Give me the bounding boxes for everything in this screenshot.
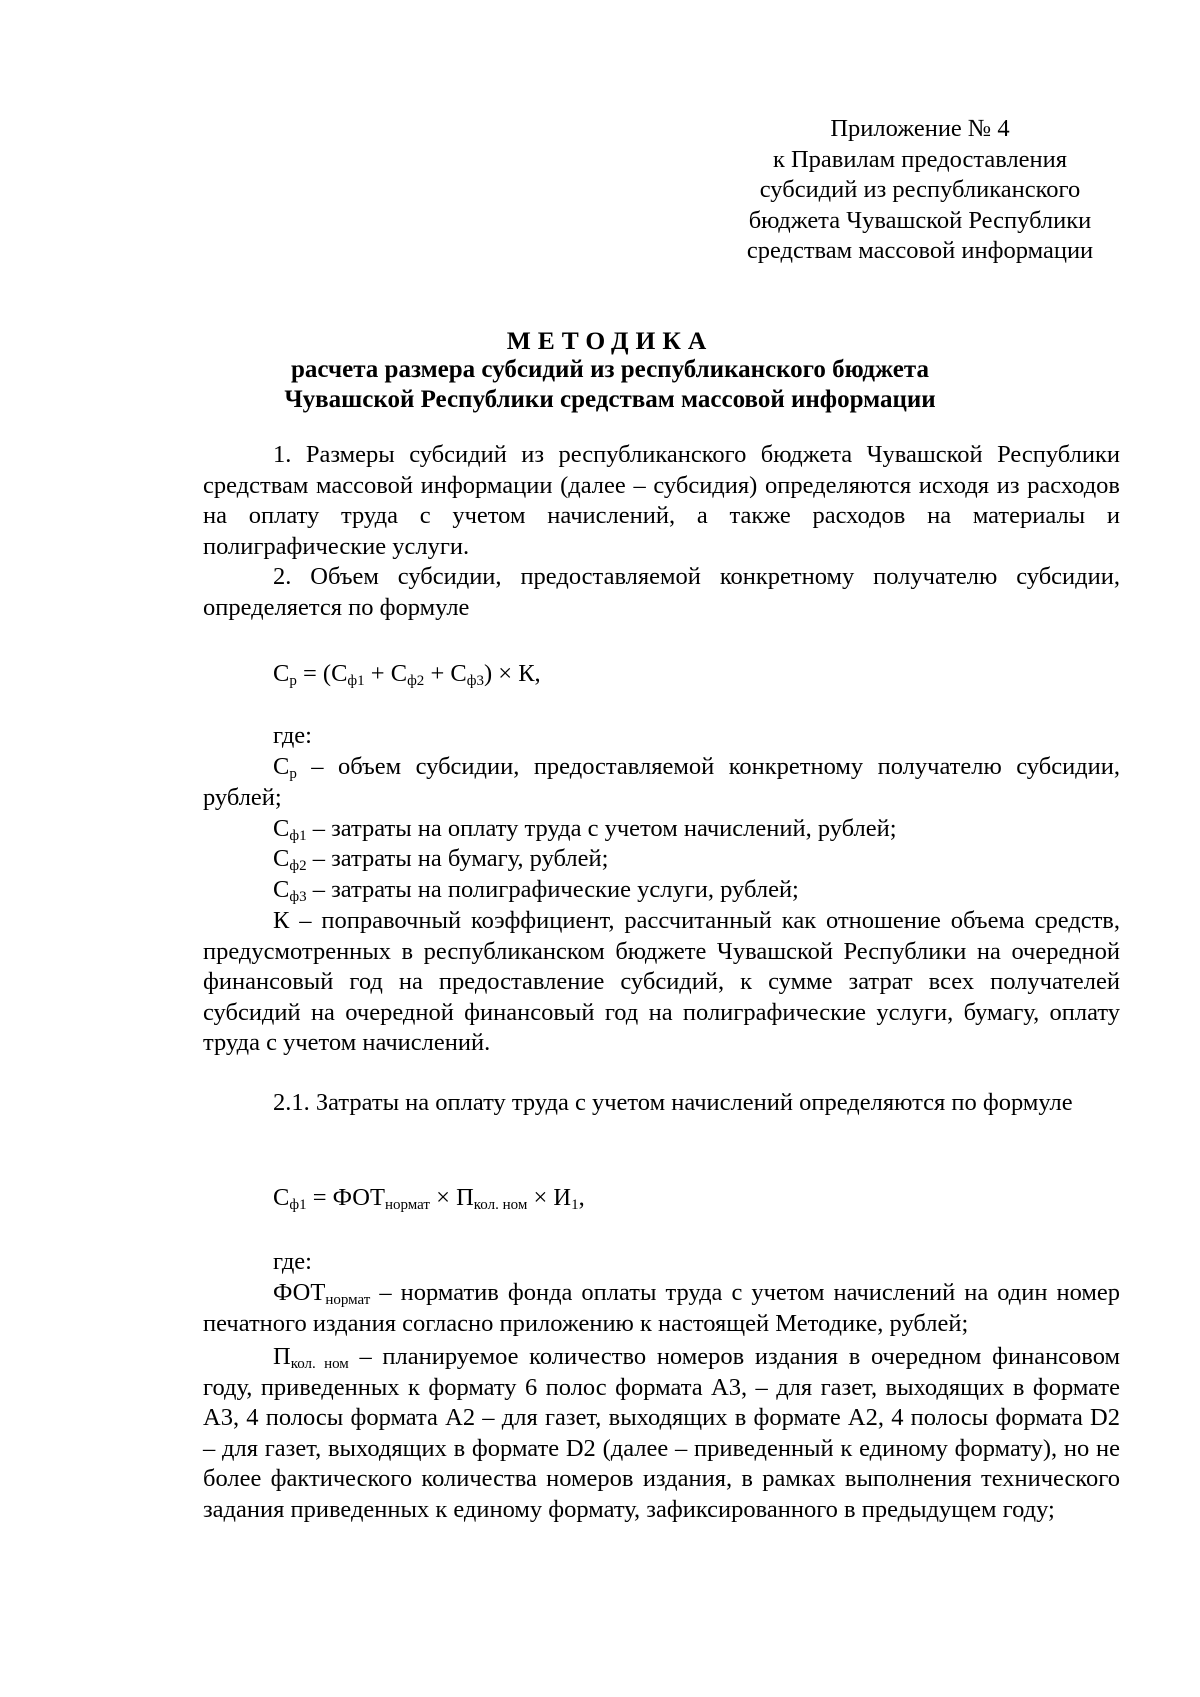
paragraph-2-1: 2.1. Затраты на оплату труда с учетом начислений определяются по формуле [273,1089,1073,1116]
definition-cf1: $С_{ф1}$ – затраты на оплату труда с учетом начислений, рублей; [273,815,897,844]
appendix-line: средствам массовой информации [746,237,1094,264]
definition-pkol: $П_{кол. ном}$ – планируемое количество номеров издания в очередном финансовом году, приведенных к формату 6 полос формата А3, – для газет, выходящих в формате А3, 4 полосы формата А2 – для газет, выходящих в формате А2, 4 полосы формата D2 – для газет, выходящих в формате D2 (далее – приведенный к единому формату), но не более фактического количества номеров издания, в рамках выполнения технического задания приведенных к единому формату, зафиксированного в предыдущем году; [203,1343,1120,1523]
document-title: МЕТОДИКА [506,326,714,355]
paragraph-1: 1. Размеры субсидий из республиканского бюджета Чувашской Республики средствам массовой информации (далее – субсидия) определяются исходя из расходов на оплату труда с учетом начислений, а также расходов на материалы и полиграфические услуги. [203,441,1120,560]
paragraph-2: 2. Объем субсидии, предоставляемой конкретному получателю субсидии, определяется по формуле [203,563,1120,621]
appendix-line: бюджета Чувашской Республики [748,206,1092,234]
document-subtitle: Чувашской Республики средствам массовой информации [284,386,936,413]
appendix-number: Приложение № 4 [830,115,1010,142]
appendix-header [720,114,1120,267]
definition-fot: $ФОТ_{нормат}$ – норматив фонда оплаты труда с учетом начислений на один номер печатного издания согласно приложению к настоящей Методике, рублей; [203,1279,1120,1337]
appendix-line: к Правилам предоставления [772,145,1068,173]
where-label: где: [273,1248,312,1275]
definition-k: К – поправочный коэффициент, рассчитанный как отношение объема средств, предусмотренных в республиканском бюджете Чувашской Республики на очередной финансовый год на предоставление субсидий, к сумме затрат всех получателей субсидий на очередной финансовый год на полиграфические услуги, бумагу, оплату труда с учетом начислений. [203,907,1120,1057]
formula-labor-costs: $С_{ф1} = ФОТ_{нормат} \times П_{кол. ном} \times И_1$, [273,1184,585,1213]
definition-cf2: $С_{ф2}$ – затраты на бумагу, рублей; [273,845,609,874]
formula-subsidy: $С_р = (С_{ф1} + С_{ф2} + С_{ф3}) \times К$, [273,660,541,689]
definition-cf3: $С_{ф3}$ – затраты на полиграфические услуги, рублей; [273,876,799,905]
definition-cp: $С_р$ – объем субсидии, предоставляемой конкретному получателю субсидии, рублей; [203,753,1120,811]
appendix-line: субсидий из республиканского [759,176,1081,203]
where-label: где: [273,722,312,749]
document-subtitle: расчета размера субсидий из республиканского бюджета [291,356,929,383]
